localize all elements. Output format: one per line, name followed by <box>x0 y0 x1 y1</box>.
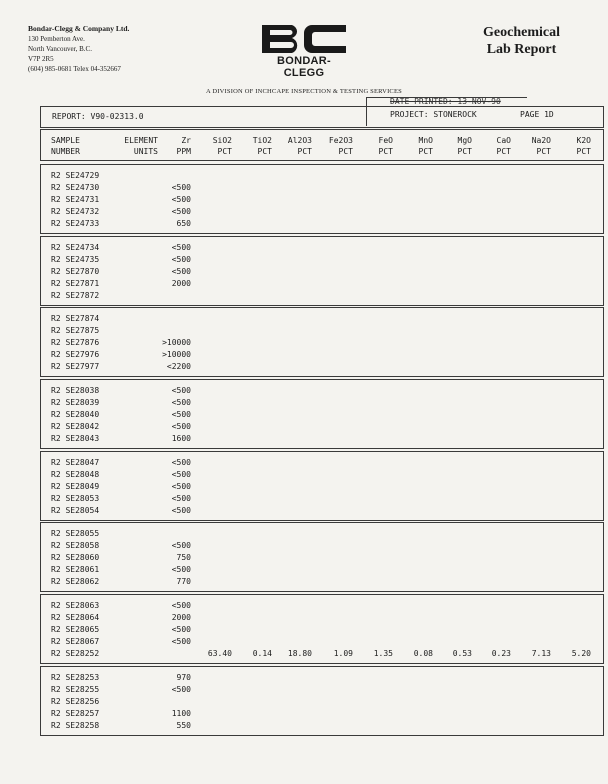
value-cell: 550 <box>176 721 191 730</box>
column-header-unit: PCT <box>257 147 272 156</box>
value-cell: 18.80 <box>287 649 312 658</box>
value-cell: <500 <box>171 637 191 646</box>
table-row <box>41 421 603 433</box>
value-cell: 1.09 <box>333 649 353 658</box>
column-header-label: ELEMENT <box>124 136 158 145</box>
division-line: A DIVISION OF INCHCAPE INSPECTION & TESTING SERVICES <box>206 88 402 95</box>
table-row <box>41 481 603 493</box>
value-cell: <500 <box>171 482 191 491</box>
sample-number: R2 SE27870 <box>51 267 100 276</box>
column-header-unit: PPM <box>176 147 191 156</box>
value-cell: <500 <box>171 386 191 395</box>
logo-wordmark: BONDAR-CLEGG <box>276 55 332 79</box>
column-header-6 <box>329 135 353 157</box>
sample-number: R2 SE28058 <box>51 541 100 550</box>
table-row <box>41 564 603 576</box>
value-cell: <500 <box>171 195 191 204</box>
column-header-10 <box>497 135 511 157</box>
table-row <box>41 540 603 552</box>
table-row <box>41 600 603 612</box>
sample-number: R2 SE28256 <box>51 697 100 706</box>
value-cell: <500 <box>171 207 191 216</box>
sample-number: R2 SE28252 <box>51 649 100 658</box>
sample-number: R2 SE24729 <box>51 171 100 180</box>
value-cell: <500 <box>171 422 191 431</box>
report-title <box>483 24 560 58</box>
table-row <box>41 672 603 684</box>
column-header-11 <box>532 135 551 157</box>
value-cell: >10000 <box>162 350 191 359</box>
column-header-unit: PCT <box>297 147 312 156</box>
column-header-unit: PCT <box>457 147 472 156</box>
table-row <box>41 194 603 206</box>
value-cell: 2000 <box>171 613 191 622</box>
column-header-unit: PCT <box>338 147 353 156</box>
value-cell: <500 <box>171 470 191 479</box>
sample-number: R2 SE27876 <box>51 338 100 347</box>
table-row <box>41 397 603 409</box>
table-row <box>41 624 603 636</box>
sample-number: R2 SE28253 <box>51 673 100 682</box>
column-header-label: Zr <box>181 136 191 145</box>
sample-number: R2 SE27874 <box>51 314 100 323</box>
value-cell: 770 <box>176 577 191 586</box>
company-name: Bondar-Clegg & Company Ltd. <box>28 24 130 33</box>
sample-number: R2 SE28053 <box>51 494 100 503</box>
sample-number: R2 SE28061 <box>51 565 100 574</box>
sample-number: R2 SE28043 <box>51 434 100 443</box>
value-cell: <500 <box>171 625 191 634</box>
table-row <box>41 385 603 397</box>
value-cell: 5.20 <box>571 649 591 658</box>
bondar-clegg-logo <box>258 24 350 79</box>
table-row <box>41 720 603 732</box>
value-cell: <500 <box>171 398 191 407</box>
table-row <box>41 636 603 648</box>
sample-number: R2 SE28258 <box>51 721 100 730</box>
company-postal-code: V7P 2R5 <box>28 55 54 63</box>
sample-group <box>40 522 604 592</box>
sample-number: R2 SE24735 <box>51 255 100 264</box>
column-header-7 <box>379 135 393 157</box>
value-cell: <500 <box>171 541 191 550</box>
column-header-unit: UNITS <box>133 147 158 156</box>
sample-number: R2 SE28038 <box>51 386 100 395</box>
sample-number: R2 SE28060 <box>51 553 100 562</box>
value-cell: 1.35 <box>373 649 393 658</box>
table-row <box>41 206 603 218</box>
table-row <box>41 313 603 325</box>
table-row <box>41 433 603 445</box>
column-header-4 <box>253 135 272 157</box>
sample-number: R2 SE24734 <box>51 243 100 252</box>
column-header-unit: PCT <box>576 147 591 156</box>
sample-number: R2 SE24730 <box>51 183 100 192</box>
table-row <box>41 242 603 254</box>
column-header-unit: PCT <box>496 147 511 156</box>
value-cell: 0.53 <box>452 649 472 658</box>
table-row <box>41 170 603 182</box>
value-cell: 63.40 <box>207 649 232 658</box>
column-header-9 <box>458 135 472 157</box>
project-name: PROJECT: STONEROCK <box>390 110 477 119</box>
column-header-unit: PCT <box>378 147 393 156</box>
value-cell: <2200 <box>166 362 191 371</box>
column-header-unit: PCT <box>418 147 433 156</box>
value-cell: <500 <box>171 494 191 503</box>
date-printed: DATE PRINTED: 13-NOV-90 <box>390 97 501 106</box>
column-header-label: Al2O3 <box>287 136 312 145</box>
value-cell: >10000 <box>162 338 191 347</box>
table-row <box>41 505 603 517</box>
sample-group <box>40 164 604 234</box>
value-cell: <500 <box>171 458 191 467</box>
table-row <box>41 469 603 481</box>
column-header-0 <box>51 135 80 157</box>
sample-group <box>40 236 604 306</box>
column-header-label: Fe2O3 <box>328 136 353 145</box>
value-cell: 970 <box>176 673 191 682</box>
table-row <box>41 182 603 194</box>
sample-group <box>40 594 604 664</box>
sample-number: R2 SE24731 <box>51 195 100 204</box>
sample-number: R2 SE27871 <box>51 279 100 288</box>
sample-number: R2 SE28042 <box>51 422 100 431</box>
sample-number: R2 SE28047 <box>51 458 100 467</box>
sample-number: R2 SE27872 <box>51 291 100 300</box>
sample-number: R2 SE27977 <box>51 362 100 371</box>
sample-number: R2 SE28062 <box>51 577 100 586</box>
value-cell: <500 <box>171 183 191 192</box>
table-row <box>41 528 603 540</box>
table-row <box>41 361 603 373</box>
column-header-label: SiO2 <box>212 136 232 145</box>
sample-number: R2 SE24733 <box>51 219 100 228</box>
value-cell: <500 <box>171 565 191 574</box>
table-row <box>41 290 603 302</box>
value-cell: 0.14 <box>252 649 272 658</box>
sample-number: R2 SE28065 <box>51 625 100 634</box>
company-address-line1: 130 Pemberton Ave. <box>28 35 85 43</box>
report-number: REPORT: V90-02313.0 <box>52 112 144 121</box>
column-header-label: K2O <box>576 136 591 145</box>
table-row <box>41 409 603 421</box>
sample-number: R2 SE28039 <box>51 398 100 407</box>
table-row <box>41 457 603 469</box>
value-cell: <500 <box>171 685 191 694</box>
table-row <box>41 337 603 349</box>
value-cell: 0.08 <box>413 649 433 658</box>
sample-group <box>40 307 604 377</box>
sample-number: R2 SE24732 <box>51 207 100 216</box>
column-header-5 <box>288 135 312 157</box>
sample-number: R2 SE28048 <box>51 470 100 479</box>
column-header-12 <box>577 135 591 157</box>
table-row <box>41 696 603 708</box>
sample-number: R2 SE28257 <box>51 709 100 718</box>
value-cell: <500 <box>171 506 191 515</box>
table-row <box>41 349 603 361</box>
sample-number: R2 SE28064 <box>51 613 100 622</box>
sample-number: R2 SE28055 <box>51 529 100 538</box>
column-header-8 <box>419 135 433 157</box>
value-cell: <500 <box>171 255 191 264</box>
value-cell: <500 <box>171 410 191 419</box>
column-header-label: CaO <box>496 136 511 145</box>
table-row <box>41 576 603 588</box>
report-title-line1: Geochemical <box>483 25 560 40</box>
sample-group <box>40 451 604 521</box>
column-header-2 <box>177 135 191 157</box>
company-address-block <box>28 24 129 74</box>
value-cell: 2000 <box>171 279 191 288</box>
table-row <box>41 552 603 564</box>
page-number: PAGE 1D <box>520 110 554 119</box>
table-row <box>41 684 603 696</box>
sample-number: R2 SE28040 <box>51 410 100 419</box>
table-row <box>41 648 603 660</box>
column-header-label: MnO <box>418 136 433 145</box>
column-header-label: SAMPLE <box>51 136 80 145</box>
column-header-label: Na2O <box>531 136 551 145</box>
company-address-line2: North Vancouver, B.C. <box>28 45 92 53</box>
table-row <box>41 612 603 624</box>
value-cell: <500 <box>171 267 191 276</box>
column-header-unit: NUMBER <box>51 147 80 156</box>
value-cell: 750 <box>176 553 191 562</box>
table-row <box>41 254 603 266</box>
bc-logo-mark-icon <box>260 24 348 54</box>
table-row <box>41 708 603 720</box>
sample-number: R2 SE27976 <box>51 350 100 359</box>
table-row <box>41 325 603 337</box>
sample-number: R2 SE28054 <box>51 506 100 515</box>
value-cell: 1100 <box>171 709 191 718</box>
value-cell: <500 <box>171 243 191 252</box>
value-cell: 1600 <box>171 434 191 443</box>
report-title-line2: Lab Report <box>486 42 557 57</box>
column-header-label: TiO2 <box>252 136 272 145</box>
column-header-3 <box>213 135 232 157</box>
table-row <box>41 218 603 230</box>
sample-number: R2 SE28049 <box>51 482 100 491</box>
sample-group <box>40 666 604 736</box>
value-cell: 0.23 <box>491 649 511 658</box>
value-cell: 7.13 <box>531 649 551 658</box>
value-cell: 650 <box>176 219 191 228</box>
sample-number: R2 SE27875 <box>51 326 100 335</box>
column-header <box>40 129 604 161</box>
sample-number: R2 SE28063 <box>51 601 100 610</box>
column-header-1 <box>124 135 158 157</box>
table-row <box>41 266 603 278</box>
sample-number: R2 SE28255 <box>51 685 100 694</box>
table-row <box>41 278 603 290</box>
column-header-label: FeO <box>378 136 393 145</box>
value-cell: <500 <box>171 601 191 610</box>
table-row <box>41 493 603 505</box>
company-phone: (604) 985-0681 Telex 04-352667 <box>28 65 121 73</box>
column-header-unit: PCT <box>217 147 232 156</box>
sample-group <box>40 379 604 449</box>
column-header-unit: PCT <box>536 147 551 156</box>
sample-number: R2 SE28067 <box>51 637 100 646</box>
column-header-label: MgO <box>457 136 472 145</box>
